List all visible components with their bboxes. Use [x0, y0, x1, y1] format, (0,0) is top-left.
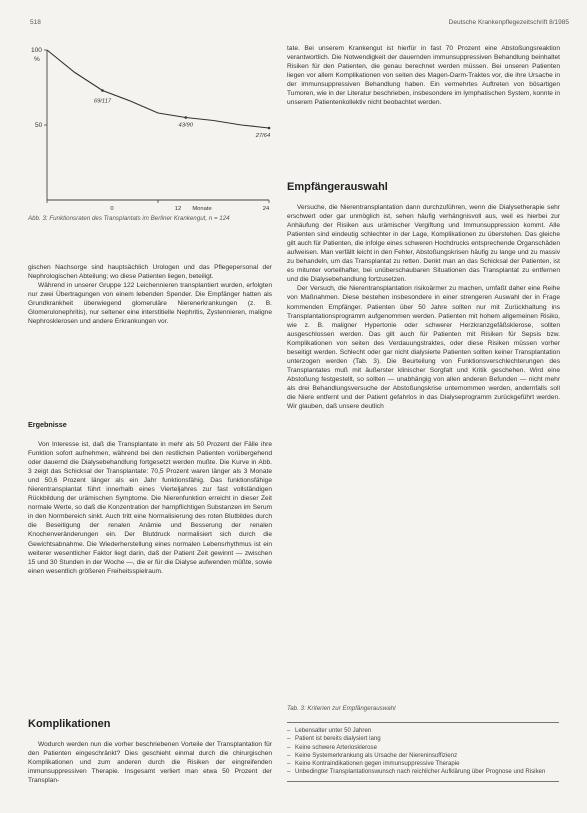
paragraph: Wodurch werden nun die vorher beschriebenen Vorteile der Transplantation für den Patienten eingeschränkt? Dies geschieht einmal durch die chirurgischen Komplikationen und zum anderen durch die Risiken der eingreifenden immunsuppressiven Therapie. Insgesamt verliert man etwa 50 Prozent der Transplan-: [28, 741, 272, 785]
data-point: [184, 116, 187, 119]
section-heading-komplikationen: Komplikationen: [28, 718, 111, 730]
right-column-lower: [287, 203, 560, 411]
paragraph: Der Versuch, die Nierentransplantation risikoärmer zu machen, umfaßt daher eine Reihe von Maßnahmen. Diese bestehen insbesondere in einer strengeren Auswahl der in Frage kommenden Empfänger. Patienten über 50 Jahre sollten nur mit Zurückhaltung ins Transplantationsprogramm aufgenommen werden. Patienten mit hohem allgemeinen Risiko, wie z. B. maligner Hypertonie oder schwerer Herzkranzgefäßsklerose, sollten ausgeschlossen werden. Das gilt auch für Patienten mit Risiken für Sepsis bzw. Komplikationen von seiten des Verdauungstraktes, oder diese Risiken müssen vorher beseitigt werden. Schlecht oder gar nicht dialysierte Patienten sollten keiner Transplantation unterzogen werden (Tab. 3). Die Beurteilung von Funktionsverschlechterungen des Transplantates muß mit äußerster klinischer Sorgfalt und Kritik geschehen. Wird eine Abstoßung festgestellt, so sollten — unabhängig von allen anderen Befunden — nicht mehr als drei Behandlungsversuche der Abstoßungskrise unternommen werden, andernfalls soll die Niere entfernt und der Patient gefahrlos in das Dialyseprogramm zurückgeführt werden. Wir glauben, daß unsere deutlich: [287, 285, 560, 411]
table-rule-bottom: [287, 781, 559, 782]
list-item: – Patient ist bereits dialysiert lang: [287, 735, 559, 743]
left-column-lower: [28, 740, 272, 785]
figure-caption: Abb. 3: Funktionsraten des Transplantats im Berliner Krankengut, n = 124: [28, 215, 230, 222]
table-rule-top: [287, 722, 559, 723]
y-unit-label: %: [34, 56, 40, 63]
list-item: – Keine Kontraindikationen gegen immunsuppressive Therapie: [287, 760, 559, 768]
paragraph: Versuche, die Nierentransplantation dann durchzuführen, wenn die Dialysetherapie sehr erschwert oder gar unmöglich ist, sehen häufig verhängnisvoll aus, weil es hierbei zur Anhäufung der Risiken aus urämischer Vergiftung und Immunsuppression kommt. Alle Patienten sind eindeutig schlechter in der Lage, Komplikationen zu überstehen. Das gleiche gilt auch für Patienten, die infolge eines schweren Hochdrucks entsprechende Organschäden aufweisen. Man verfällt leicht in den Fehler, Abstoßungskrisen häufig zu lange und zu massiv zu behandeln, um das Transplantat zu retten. Denkt man an das Schicksal der Patienten, ist es mitunter vorteilhafter, bei unüberschaubaren Situationen das Transplantat zu entfernen und die Dialysebehandlung fortzusetzen.: [287, 204, 560, 284]
x-tick-label: 12: [174, 206, 182, 212]
paragraph: Während in unserer Gruppe 122 Leichennieren transplantiert wurden, erfolgten nur zwei Übertragungen von einem lebenden Spender. Die Empfänger hatten als Grundkrankheit überwiegend glomeruläre Nierenerkrankungen (z. B. Glomerulonephritis), nur seltener eine interstitielle Nephritis, Zystennieren, maligne Nephrosklerosen und andere Erkrankungen vor.: [28, 282, 272, 326]
x-unit-label: Monate: [192, 206, 212, 212]
criteria-list: [287, 727, 559, 777]
data-label: 69/117: [93, 98, 112, 105]
data-point: [101, 89, 104, 92]
paragraph: gischen Nachsorge sind hauptsächlich Urologen und das Pflegepersonal der Nephrologischen Abteilung; wo diese Patienten liegen, beteiligt.: [28, 264, 272, 281]
list-item: – Keine Systemerkrankung als Ursache der Niereninsuffizienz: [287, 752, 559, 760]
left-column-middle: [28, 440, 272, 576]
list-item: – Unbedingter Transplantationswunsch nach reichlicher Aufklärung über Prognose und Risiken: [287, 768, 559, 776]
journal-name: Deutsche Krankenpflegezeitschrift 8/1985: [448, 19, 569, 26]
right-column-upper: [287, 44, 560, 107]
page-number: 518: [30, 19, 41, 26]
x-tick-label: 0: [110, 206, 114, 212]
paragraph: Von Interesse ist, daß die Transplantate in mehr als 50 Prozent der Fälle ihre Funktion sofort aufnehmen, während bei den restlichen Patienten vorübergehend oder dauernd die Dialysebehandlung fortgesetzt werden mußte. Die Kurve in Abb. 3 zeigt das Schicksal der Transplantate: 70,5 Prozent waren länger als 3 Monate und 50,6 Prozent länger als ein Jahr funktionsfähig. Das funktionsfähige Nierentransplantat führt innerhalb eines Vierteljahres zur fast vollständigen Rückbildung der urämischen Symptome. Die Nierenfunktion erreicht in dieser Zeit normale Werte, so daß die Konzentration der harnpflichtigen Substanzen im Serum in den Normbereich sinkt. Auch tritt eine Normalisierung des roten Blutbildes durch die Beseitigung der renalen Anämie und Besserung der renalen Knochenveränderungen ein. Der Blutdruck normalisiert sich durch die Gewichtsabnahme. Die Wiederherstellung eines normalen Lebensrhythmus ist ein weiterer wesentlicher Faktor liegt darin, daß der Patient Zeit gewinnt — zwischen 15 und 30 Stunden in der Woche —, die er für die Dialyse aufwenden müßte, sowie einen wesentlich größeren Freiheitsspielraum.: [28, 441, 272, 575]
list-item: – Lebensalter unter 50 Jahren: [287, 727, 559, 735]
data-label: 43/90: [178, 122, 194, 129]
section-heading-ergebnisse: Ergebnisse: [28, 420, 67, 429]
data-point: [268, 127, 271, 130]
table-caption: Tab. 3: Kriterien zur Empfängerauswahl: [287, 705, 396, 712]
section-heading-empfaengerauswahl: Empfängerauswahl: [287, 181, 388, 193]
paragraph: tate. Bei unserem Krankengut ist hierfür in fast 70 Prozent eine Abstoßungsreaktion verantwortlich. Die Notwendigkeit der dauernden immunsuppressiven Behandlung beinhaltet Risiken für den Patienten, die genau berechnet werden müssen. Bei unseren Patienten liegen vor allem Komplikationen von seiten des Magen-Darm-Traktes vor, die ihre Ursache in der immunsuppressiven Behandlung haben. Ein vermehrtes Auftreten von bösartigen Tumoren, wie in der Literatur beschrieben, insbesondere im lymphatischen System, konnte in unserem Patientenkollektiv nicht beobachtet werden.: [287, 45, 560, 107]
y-tick-label: 100: [31, 47, 42, 54]
list-item: – Keine schwere Arteriosklerose: [287, 744, 559, 752]
criteria-table: [287, 705, 559, 782]
left-column-upper: [28, 263, 272, 326]
survival-curve: [47, 50, 269, 128]
y-tick-label: 50: [35, 122, 43, 129]
x-tick-label: 24: [262, 206, 270, 212]
chart-svg: [25, 42, 275, 217]
data-label: 27/64: [255, 133, 271, 139]
graft-survival-chart: [25, 42, 275, 217]
